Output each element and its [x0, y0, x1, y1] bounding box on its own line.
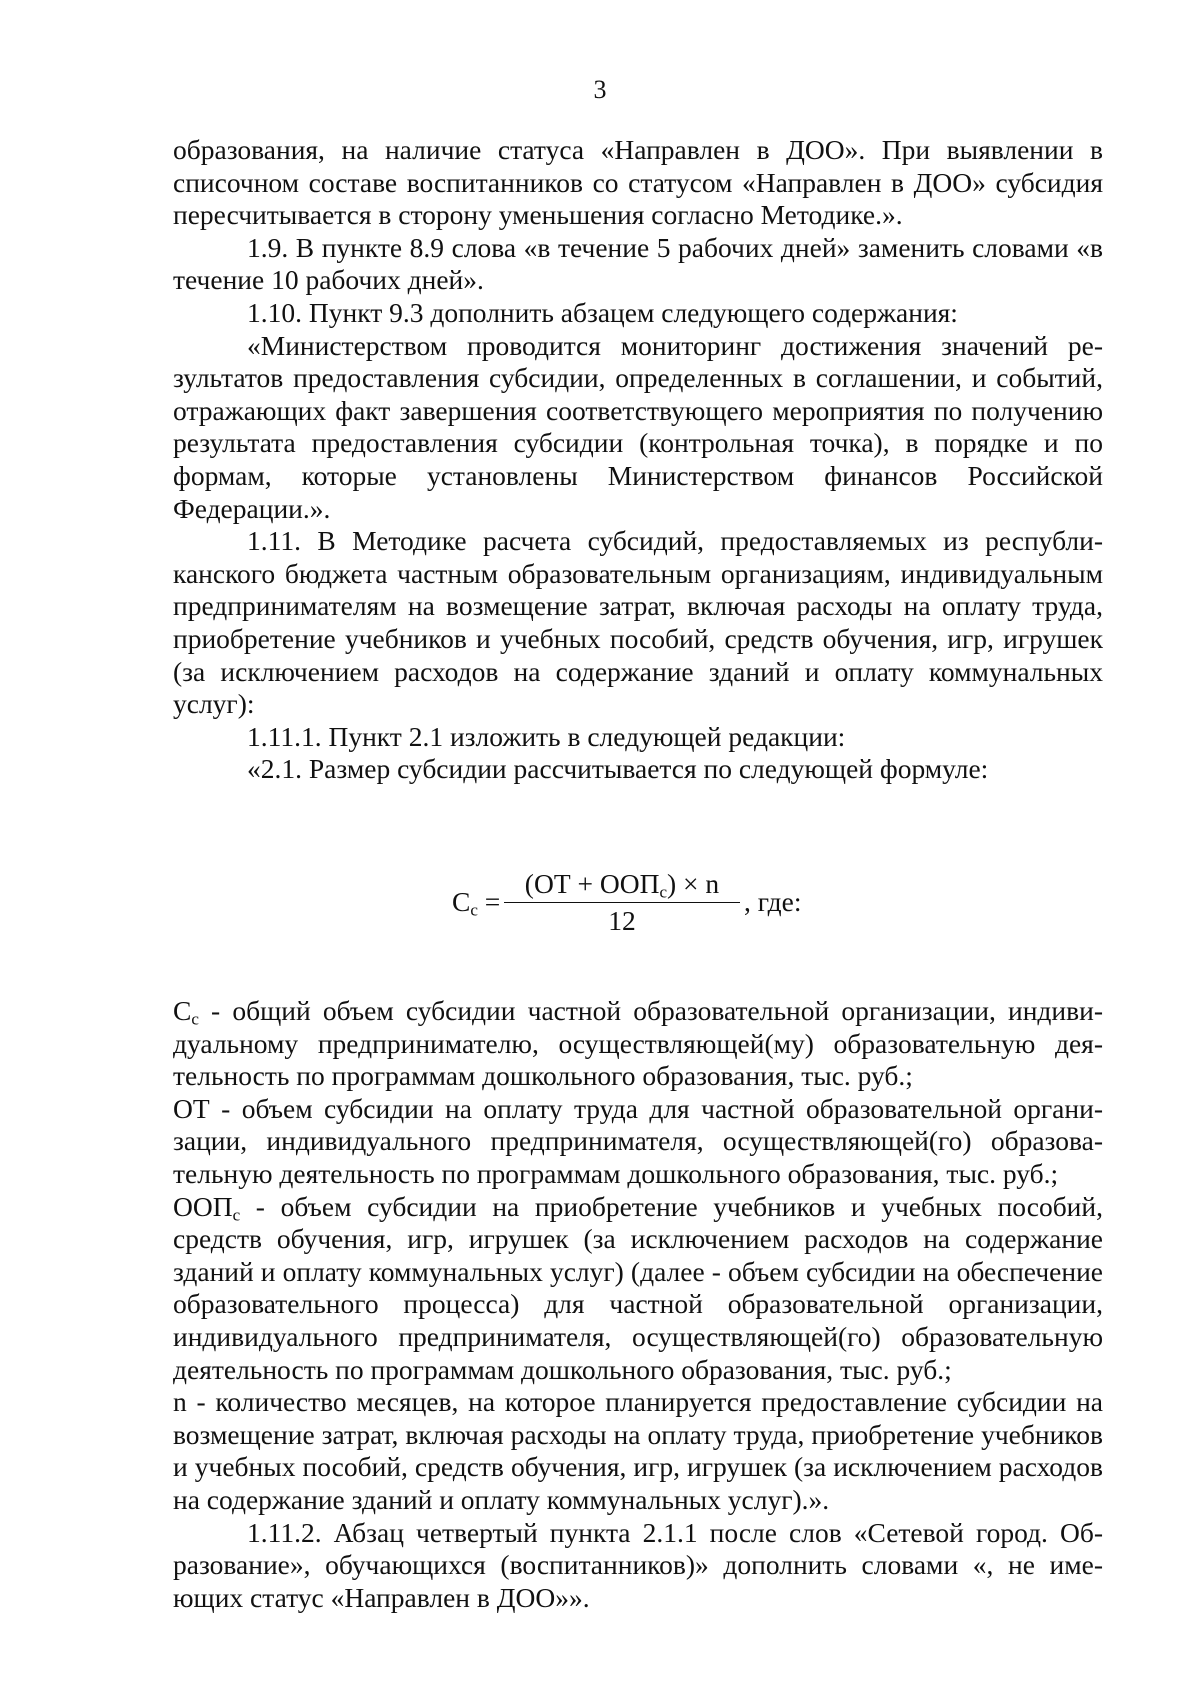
- definition-ot: ОТ - объем субсидии на оплату труда для частной образовательной организации, индивидуального предпринимателя, осуществляющей(го) образовательную деятельность по программам дошкольного образования, тыс. руб.;: [173, 1092, 1103, 1189]
- page-number: 3: [593, 75, 607, 104]
- paragraph-2-1-intro: «2.1. Размер субсидии рассчитывается по следующей формуле:: [247, 753, 989, 785]
- definition-oop: $ООП_c$ - объем субсидии на приобретение учебников и учебных пособий, средств обучения, игр, игрушек (за исключением расходов на содержание зданий и оплату коммунальных услуг) (далее - объем субсидии на обеспечение образовательного процесса) для частной образовательной организации, индивидуального предпринимателя, осуществляющей(го) образовательную деятельность по программам дошкольного образования, тыс. руб.;: [173, 1190, 1103, 1385]
- formula-fraction: [504, 868, 740, 937]
- paragraph-1-10: 1.10. Пункт 9.3 дополнить абзацем следующего содержания:: [247, 296, 958, 328]
- paragraph-1-11-2: 1.11.2. Абзац четвертый пункта 2.1.1 после слов «Сетевой город. Образование», обучающихся (воспитанников)» дополнить словами «, не имеющих статус «Направлен в ДОО»».: [173, 1516, 1103, 1613]
- formula-tail: , где:: [744, 886, 802, 917]
- paragraph-1-9: 1.9. В пункте 8.9 слова «в течение 5 рабочих дней» заменить словами «в течение 10 рабочих дней».: [173, 231, 1103, 296]
- paragraph-quote-monitoring: «Министерством проводится мониторинг достижения значений результатов предоставления субсидии, определенных в соглашении, и событий, отражающих факт завершения соответствующего мероприятия по получению результата предоставления субсидии (контрольная точка), в порядке и по формам, которые установлены Министерством финансов Российской Федерации.».: [173, 329, 1103, 524]
- definitions-block: [173, 995, 1103, 1614]
- formula-denominator: 12: [608, 905, 636, 936]
- formula-numerator: $(ОТ + ООП_c) \times n$: [524, 868, 720, 902]
- definition-cc: $C_c$ - общий объем субсидии частной образовательной организации, индивидуальному предпринимателю, осуществляющей(му) образовательную деятельность по программам дошкольного образования, тыс. руб.;: [173, 995, 1103, 1092]
- paragraph-1-11-1: 1.11.1. Пункт 2.1 изложить в следующей редакции:: [247, 720, 846, 752]
- definition-n: n - количество месяцев, на которое планируется предоставление субсидии на возмещение затрат, включая расходы на оплату труда, приобретение учебников и учебных пособий, средств обучения, игр, игрушек (за исключением расходов на содержание зданий и оплату коммунальных услуг).».: [173, 1386, 1103, 1515]
- paragraph-continuation: образования, на наличие статуса «Направлен в ДОО». При выявлении в списочном составе воспитанников со статусом «Направлен в ДОО» субсидия пересчитывается в сторону уменьшения согласно Методике.».: [173, 134, 1103, 231]
- formula-lhs: $C_c$ =: [452, 886, 501, 920]
- paragraph-1-11: 1.11. В Методике расчета субсидий, предоставляемых из республиканского бюджета частным образовательным организациям, индивидуальным предпринимателям на возмещение затрат, включая расходы на оплату труда, приобретение учебников и учебных пособий, средств обучения, игр, игрушек (за исключением расходов на содержание зданий и оплату коммунальных услуг):: [173, 525, 1103, 720]
- top-text-block: [173, 134, 1103, 786]
